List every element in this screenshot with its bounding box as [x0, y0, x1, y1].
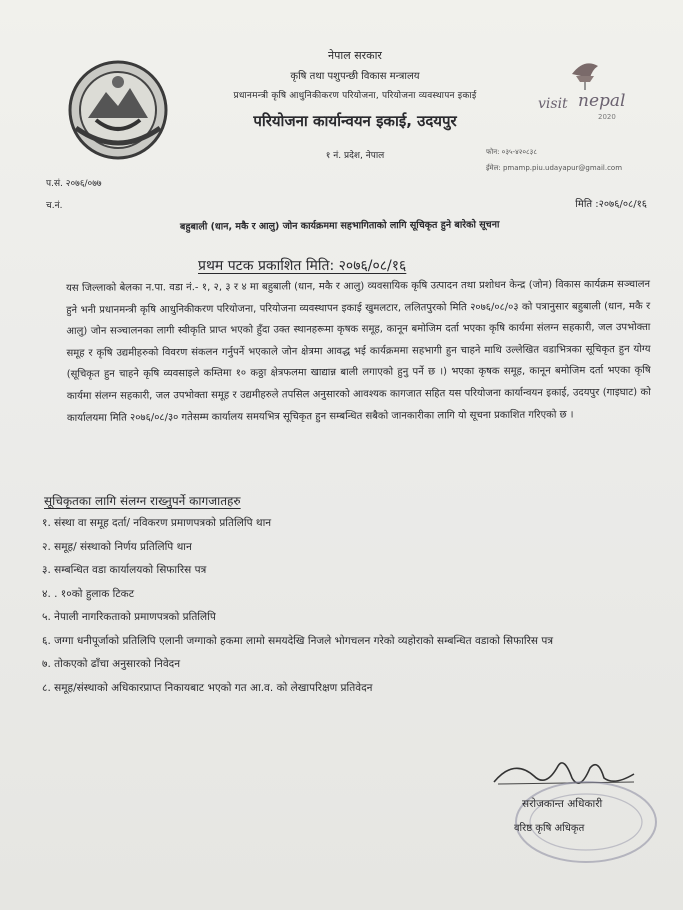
list-item: ७. तोकएको ढाँचा अनुसारको निवेदन [42, 658, 181, 670]
province-line: १ नं. प्रदेश, नेपाल [325, 151, 385, 161]
svg-text:2020: 2020 [598, 113, 616, 121]
svg-text:nepal: nepal [578, 91, 626, 111]
list-item: ८. समूह/संस्थाको अधिकारप्राप्त निकायबाट भएको गत आ.व. को लेखापरिक्षण प्रतिवेदन [42, 681, 373, 694]
signatory-designation: वरिष्ठ कृषि अधिकृत [514, 823, 585, 834]
office-title: परियोजना कार्यान्वयन इकाई, उदयपुर [253, 112, 457, 130]
email-text: ईमेल: pmamp.piu.udayapur@gmail.com [486, 164, 623, 172]
government-title: नेपाल सरकार [328, 49, 382, 62]
reference-number: प.सं. २०७६/०७७ [46, 179, 102, 189]
published-date: प्रथम पटक प्रकाशित मिति: २०७६/०८/१६ [198, 258, 407, 274]
list-item: १. संस्था वा समूह दर्ता/ नविकरण प्रमाणपत्रको प्रतिलिपि थान [42, 517, 272, 529]
list-item: २. समूह/ संस्थाको निर्णय प्रतिलिपि थान [42, 540, 192, 553]
list-item: ६. जग्गा धनीपूर्जाको प्रतिलिपि एलानी जग्गाको हकमा लामो समयदेखि निजले भोगचलन गरेको व्यहोराको सम्बन्धित वडाको सिफारिस पत्र [42, 634, 554, 647]
documents-heading: सूचिकृतका लागि संलग्न राख्नुपर्ने कागजातहरु [44, 494, 241, 508]
signatory-name: सरोजकान्त अधिकारी [522, 798, 603, 810]
documents-list [42, 512, 642, 700]
dispatch-number: च.नं. [46, 201, 63, 211]
ministry-title: कृषि तथा पशुपन्छी विकास मन्त्रालय [290, 71, 420, 82]
notice-subject: बहुबाली (धान, मकै र आलु) जोन कार्यक्रममा सहभागिताको लागि सूचिकृत हुने बारेको सूचना [179, 219, 500, 233]
svg-text:visit: visit [538, 96, 568, 112]
notice-date: मिति :२०७६/०८/१६ [575, 199, 647, 210]
project-title: प्रधानमन्त्री कृषि आधुनिकीकरण परियोजना, परियोजना व्यवस्थापन इकाई [233, 91, 477, 101]
list-item: ४. . १०को हुलाक टिकट [42, 587, 135, 600]
list-item: ३. सम्बन्धित वडा कार्यालयको सिफारिस पत्र [42, 564, 207, 576]
visit-nepal-logo-icon [532, 56, 642, 126]
government-emblem-icon [66, 58, 170, 162]
list-item: ५. नेपाली नागरिकताको प्रमाणपत्रको प्रतिलिपि [42, 611, 216, 623]
notice-body: यस जिल्लाको बेलका न.पा. वडा नं.- १, २, ३ र ४ मा बहुबाली (धान, मकै र आलु) व्यवसायिक कृषि उत्पादन तथा प्रशोधन केन्द्र (जोन) विकास कार्यक्रम सञ्चालन हुने भनी प्रधानमन्त्री कृषि आधुनिकीकरण परियोजना, परियोजना व्यवस्थापन इकाई खुमलटार, ललितपुरको मिति २०७६/०८/०३ को पत्रानुसार बहुबाली (धान, मकै र आलु) जोन सञ्चालनका लागी स्वीकृति प्राप्त भएको हुँदा उक्त स्थानहरूमा कृषक समूह, कानून बमोजिम दर्ता भएका कृषि कार्यमा संलग्न सहकारी, जल उपभोक्ता समूह र कृषि उद्यमीहरुको विवरण संकलन गर्नुपर्ने भएकाले जोन क्षेत्रमा आवद्ध भई कार्यक्रममा सहभागी हुन चाहने माथि उल्लेखित वडाभित्रका सूचिकृत हुन योग्य (सूचिकृत हुन चाहने कृषि व्यवसाइले कम्तिमा १० कठ्ठा क्षेत्रफलमा खाद्यान्न बाली लगाएको हुनु पर्ने छ ।) भएका कृषक समूह, कानून बमोजिम दर्ता भएका कृषि कार्यमा संलग्न सहकारी, जल उपभोक्ता समूह र उद्यमीहरुले तपसिल अनुसारको आवश्यक कागजात सहित यस परियोजना कार्यान्वयन इकाई, उदयपुर (गाइघाट) को कार्यालयमा मिति २०७६/०८/३० गतेसम्म कार्यालय समयभित्र सूचिकृत हुन सम्बन्धित सबैको जानकारीका लागि यो सूचना प्रकाशित गरिएको छ । [66, 278, 651, 424]
visit-nepal-logo [532, 56, 642, 126]
phone-text: फोन: ०३५-४२०८३८ [486, 148, 537, 156]
